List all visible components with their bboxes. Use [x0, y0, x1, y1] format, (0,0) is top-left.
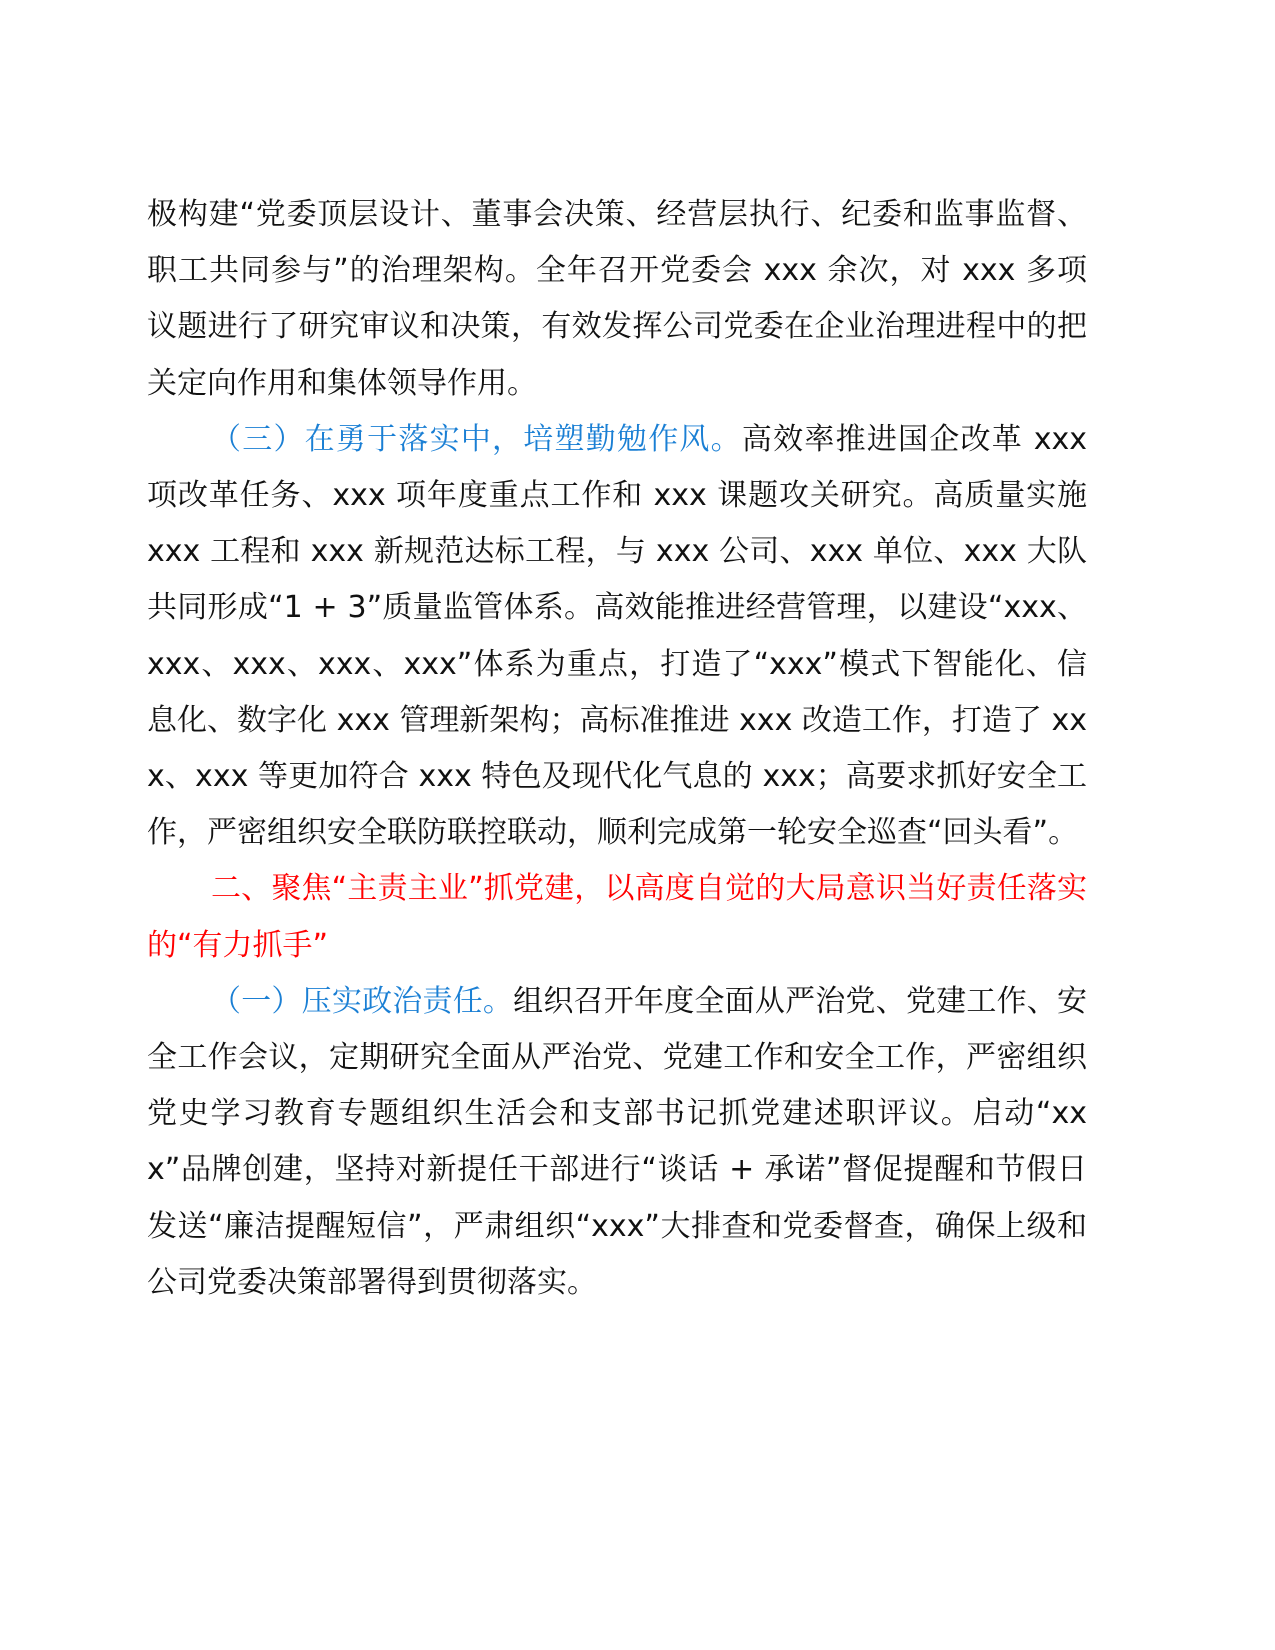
paragraph-text: 高效率推进国企改革 xxx 项改革任务、xxx 项年度重点工作和 xxx 课题攻关研究。高质量实施 xxx 工程和 xxx 新规范达标工程，与 xxx 公司、xxx 单位、xxx 大队共同形成“1 + 3”质量监管体系。高效能推进经营管理，以建设“xxx、xxx、xxx、xxx、xxx”体系为重点，打造了“xxx”模式下智能化、信息化、数字化 xxx 管理新架构；高标准推进 xxx 改造工作，打造了 xxx、xxx 等更加符合 xxx 特色及现代化气息的 xxx；高要求抓好安全工作，严密组织安全联防联控联动，顺利完成第一轮安全巡查“回头看”。 [147, 421, 1087, 851]
section-title-text: 二、聚焦“主责主业”抓党建，以高度自觉的大局意识当好责任落实的“有力抓手” [147, 871, 1087, 963]
subheading-implementation: （三）在勇于落实中，培塑勤勉作风。 [211, 421, 742, 457]
section-title-two [147, 861, 1087, 973]
paragraph-text: 极构建“党委顶层设计、董事会决策、经营层执行、纪委和监事监督、职工共同参与”的治理架构。全年召开党委会 xxx 余次，对 xxx 多项议题进行了研究审议和决策，有效发挥公司党委在企业治理进程中的把关定向作用和集体领导作用。 [147, 197, 1087, 401]
document-page [147, 187, 1087, 1311]
paragraph-text: 组织召开年度全面从严治党、党建工作、安全工作会议，定期研究全面从严治党、党建工作和安全工作，严密组织党史学习教育专题组织生活会和支部书记抓党建述职评议。启动“xxx”品牌创建，坚持对新提任干部进行“谈话 + 承诺”督促提醒和节假日发送“廉洁提醒短信”，严肃组织“xxx”大排查和党委督查，确保上级和公司党委决策部署得到贯彻落实。 [147, 983, 1088, 1300]
paragraph-political-responsibility [147, 974, 1087, 1311]
subheading-political-responsibility: （一）压实政治责任。 [211, 983, 514, 1019]
paragraph-implementation [147, 412, 1087, 862]
paragraph-governance [147, 187, 1087, 412]
